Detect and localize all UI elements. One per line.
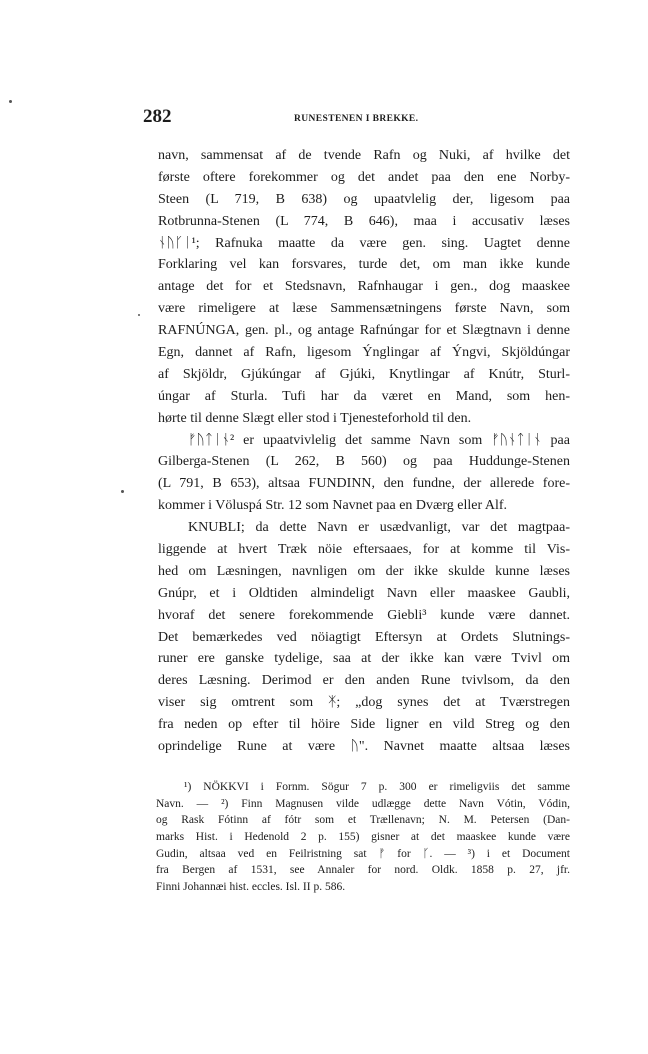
- page-number: 282: [143, 106, 172, 127]
- text-line: viser sig omtrent som ᛡ; „dog synes det at Tværstregen: [158, 695, 570, 711]
- text-line: Egn, dannet af Rafn, ligesom Ýnglingar af Ýngvi, Skjöldúngar: [158, 345, 570, 361]
- text-line: RAFNÚNGA, gen. pl., og antage Rafnúngar for et Slægtnavn i denne: [158, 323, 570, 339]
- footnote-line: marks Hist. i Hedenold 2 p. 155) gisner at det maaskee kunde være: [156, 831, 570, 844]
- text-line: (L 791, B 653), altsaa FUNDINN, den fundne, der allerede fore-: [158, 476, 570, 492]
- text-line: runer ere ganske tydelige, saa at der ikke kan være Tvivl om: [158, 651, 570, 667]
- text-line: kommer i Völuspá Str. 12 som Navnet paa en Dværg eller Alf.: [158, 498, 508, 514]
- text-line: hvoraf det senere forekommende Giebli³ kunde være dannet.: [158, 607, 570, 623]
- footnote-line: Finni Johannæi hist. eccles. Isl. II p. 586.: [156, 881, 346, 894]
- text-line: Forklaring vel kan forsvares, turde det, om man ikke kunde: [158, 257, 570, 273]
- text-line: ᚠᚢᛏᛁᚾ² er upaatvivlelig det samme Navn som ᚠᚢᚾᛏᛁᚾ paa: [188, 432, 570, 448]
- text-line: være rimeligere at læse Sammensætningens første Navn, som: [158, 301, 570, 317]
- text-line: antage det for et Stedsnavn, Rafnhaugar i gen., dog maaskee: [158, 279, 570, 295]
- text-line: Gilberga-Stenen (L 262, B 560) og paa Huddunge-Stenen: [158, 454, 570, 470]
- footnote-line: Gudin, altsaa ved en Feilristning sat ᚠ for ᚴ. — ³) i et Document: [156, 847, 570, 860]
- margin-speck-top: [9, 100, 12, 103]
- text-line: deres Læsning. Derimod er den anden Rune tvivlsom, da den: [158, 673, 570, 689]
- text-line: Rotbrunna-Stenen (L 774, B 646), maa i accusativ læses: [158, 213, 570, 229]
- text-line: ᚾᚢᚴᛁ¹; Rafnuka maatte da være gen. sing. Uagtet denne: [158, 235, 570, 251]
- text-line: fra neden op efter til höire Side ligner en vild Streg og den: [158, 717, 570, 733]
- footnote-line: Navn. — ²) Finn Magnusen vilde udlægge dette Navn Vótin, Vódin,: [156, 797, 570, 810]
- text-line: første oftere forekommer og det andet paa den ene Norby-: [158, 169, 570, 185]
- footnote-line: og Rask Fótinn af fótr som et Trællenavn; N. M. Petersen (Dan-: [156, 814, 570, 827]
- text-line: hed om Læsningen, navnligen om der ikke skulde kunne læses: [158, 563, 570, 579]
- text-line: af Skjöldr, Gjúkúngar af Gjúki, Knytlingar af Knútr, Sturl-: [158, 366, 570, 382]
- margin-speck-middle: [138, 314, 140, 316]
- body-text: [158, 145, 570, 758]
- text-line: úngar af Sturla. Tufi har da været en Mand, som hen-: [158, 388, 570, 404]
- footnote-line: fra Bergen af 1531, see Annaler for nord. Oldk. 1858 p. 27, jfr.: [156, 864, 570, 877]
- text-line: hørte til denne Slægt eller stod i Tjenesteforhold til den.: [158, 410, 472, 426]
- footnote-line: ¹) NÖKKVI i Fornm. Sögur 7 p. 300 er rimeligviis det samme: [184, 781, 570, 793]
- running-title: RUNESTENEN I BREKKE.: [294, 114, 419, 124]
- text-line: Steen (L 719, B 638) og upaatvlelig der, ligesom paa: [158, 191, 570, 207]
- text-line: liggende at hvert Træk nöie eftersaaes, for at komme til Vis-: [158, 542, 570, 558]
- text-line: oprindelige Rune at være ᚢ". Navnet maatte altsaa læses: [158, 739, 570, 755]
- text-line: navn, sammensat af de tvende Rafn og Nuki, af hvilke det: [158, 148, 570, 163]
- margin-speck-lower: [121, 490, 124, 493]
- text-line: KNUBLI; da dette Navn er usædvanligt, var det magtpaa-: [188, 520, 570, 536]
- page-header: [143, 106, 573, 130]
- text-line: Gnúpr, et i Oldtiden almindeligt Navn eller maaskee Gaubli,: [158, 585, 570, 601]
- footnotes: [156, 779, 570, 896]
- text-line: Det bemærkedes ved nöiagtigt Eftersyn at Ordets Slutnings-: [158, 629, 570, 645]
